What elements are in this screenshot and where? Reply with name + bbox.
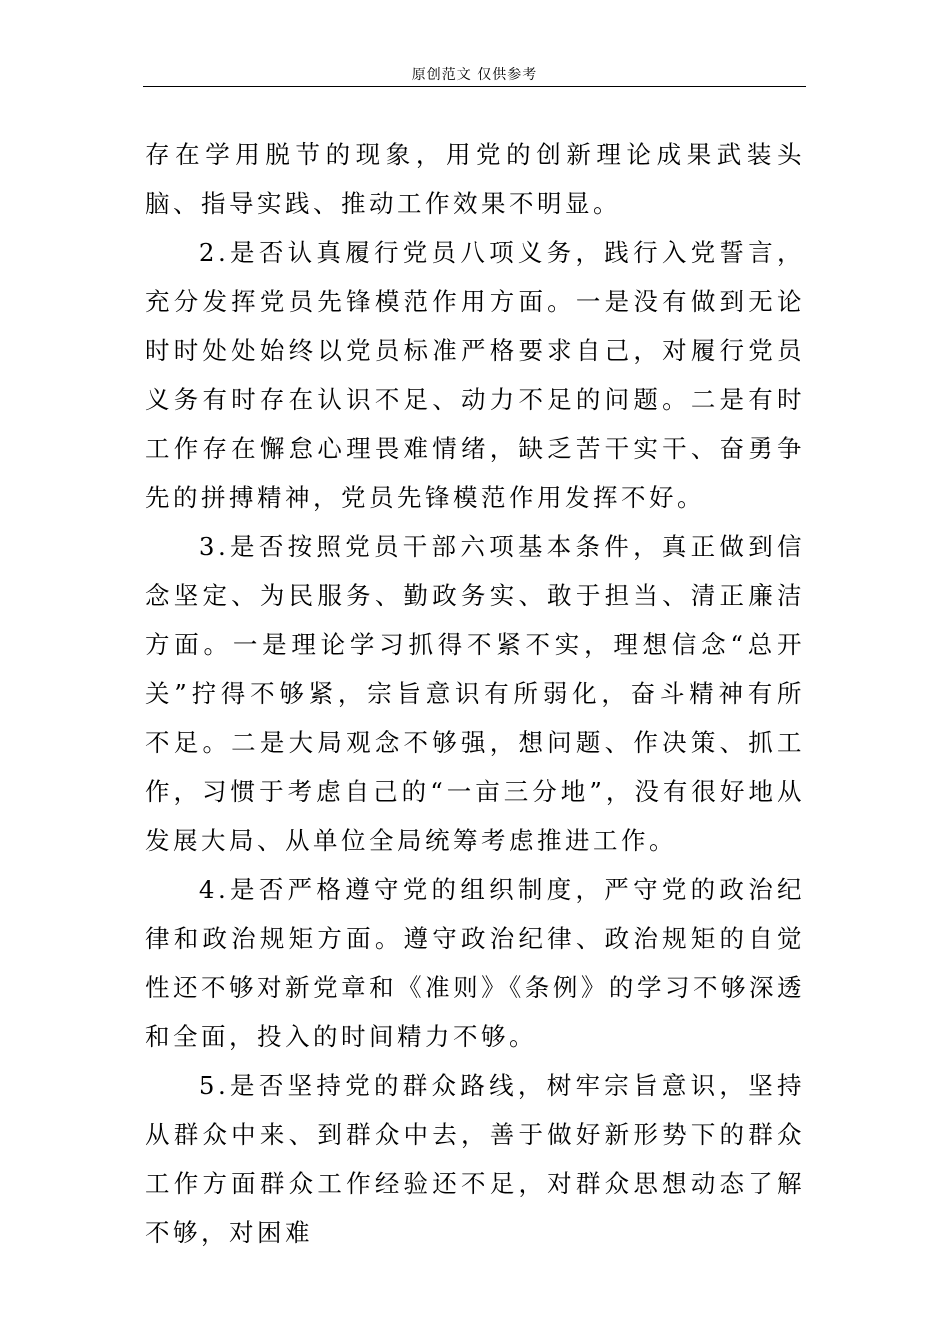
paragraph-item-2: 2.是否认真履行党员八项义务，践行入党誓言，充分发挥党员先锋模范作用方面。一是没有做到无论时时处处始终以党员标准严格要求自己，对履行党员义务有时存在认识不足、动力不足的问题。二是有时工作存在懈怠心理畏难情绪，缺乏苦干实干、奋勇争先的拼搏精神，党员先锋模范作用发挥不好。 [145,238,805,512]
document-body [145,130,805,1257]
page-header: 原创范文 仅供参考 [411,67,538,83]
paragraph-item-4: 4.是否严格遵守党的组织制度，严守党的政治纪律和政治规矩方面。遵守政治纪律、政治规矩的自觉性还不够对新党章和《准则》《条例》的学习不够深透和全面，投入的时间精力不够。 [145,875,805,1051]
paragraph-item-3: 3.是否按照党员干部六项基本条件，真正做到信念坚定、为民服务、勤政务实、敢于担当、清正廉洁方面。一是理论学习抓得不紧不实，理想信念“总开关”拧得不够紧，宗旨意识有所弱化，奋斗精神有所不足。二是大局观念不够强，想问题、作决策、抓工作，习惯于考虑自己的“一亩三分地”，没有很好地从发展大局、从单位全局统筹考虑推进工作。 [145,532,805,855]
header-divider [143,86,806,87]
paragraph-item-5: 5.是否坚持党的群众路线，树牢宗旨意识，坚持从群众中来、到群众中去，善于做好新形势下的群众工作方面群众工作经验还不足，对群众思想动态了解不够，对困难 [145,1071,805,1247]
paragraph-continuation: 存在学用脱节的现象，用党的创新理论成果武装头脑、指导实践、推动工作效果不明显。 [145,140,805,218]
